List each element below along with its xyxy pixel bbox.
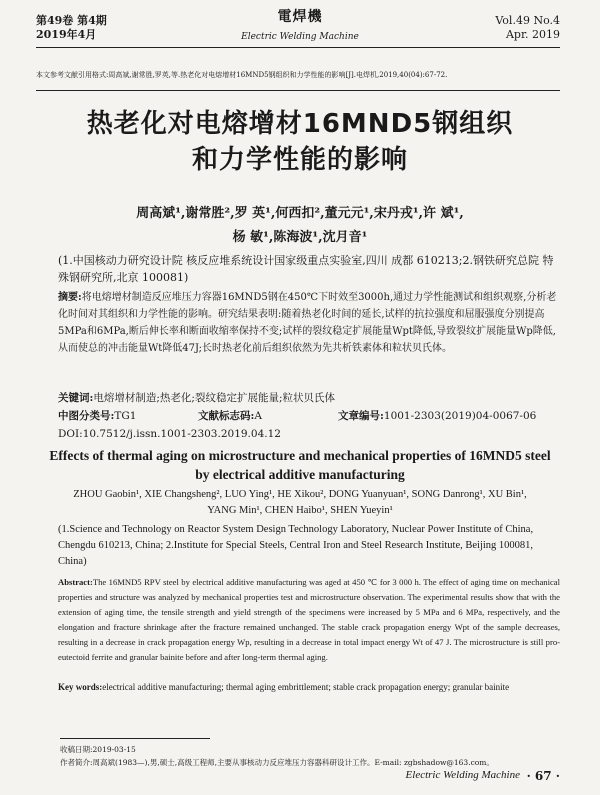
affiliation-en: (1.Science and Technology on Reactor System Design Technology Laboratory, Nuclear Power Institute of China, Chengdu 610213, China; 2.Institute for Special Steels, Central Iron and Steel Research Institute, Beijing 100081, China): [58, 524, 534, 567]
citation-rule: [36, 90, 560, 91]
keywords-cn-text: 电熔增材制造;热老化;裂纹稳定扩展能量;粒状贝氏体: [93, 392, 336, 404]
title-cn-line-1: 热老化对电熔增材16MND5钢组织: [86, 109, 514, 139]
title-cn: [0, 106, 600, 178]
footnote-rule: [60, 738, 210, 739]
keywords-en: [58, 680, 560, 694]
abstract-cn: [58, 289, 560, 357]
journal-logo: 電焊機: [277, 9, 323, 25]
title-cn-line-2: 和力学性能的影响: [191, 145, 408, 175]
abstract-en-text: The 16MND5 RPV steel by electrical additive manufacturing was aged at 450 ℃ for 3 000 h. The effect of aging time on mechanical properties and structure was analyzed by mechanical properties test and microstructure observation. The experimental results show that with the extension of aging time, the tensile strength and yield strength of the specimens were increased by 5 MPa and 6 MPa, respectively, and the elongation and fracture shrinkage after the fracture remained unchanged. The stable crack propagation energy Wpt of the sample decreases, resulting in a decrease in crack propagation energy Wp, resulting in a decrease in total impact energy Wt of 47 J. The microstructure is still pro-eutectoid ferrite and granular bainite before and after long-term thermal aging.: [58, 577, 560, 662]
doi: DOI:10.7512/j.issn.1001-2303.2019.04.12: [58, 428, 281, 440]
date-cn: 2019年4月: [36, 28, 97, 41]
abstract-cn-label: 摘要:: [58, 292, 82, 303]
citation-line: 本文参考文献引用格式:周高斌,谢常胜,罗英,等.热老化对电熔增材16MND5钢组织和力学性能的影响[J].电焊机,2019,40(04):67-72.: [36, 71, 448, 79]
title-en-line-1: Effects of thermal aging on microstructure and mechanical properties of 16MND5 steel: [49, 448, 551, 463]
authors-en-line-1: ZHOU Gaobin¹, XIE Changsheng², LUO Ying¹, HE Xikou², DONG Yuanyuan¹, SONG Danrong¹, XU Bin¹,: [73, 489, 527, 500]
article-number: 文章编号:1001-2303(2019)04-0067-06: [338, 410, 537, 422]
title-en: [30, 446, 570, 484]
journal-name-en: Electric Welding Machine: [241, 32, 359, 42]
volume-cn: 第49卷 第4期: [36, 14, 107, 27]
footer-journal: Electric Welding Machine: [405, 769, 520, 781]
volume-en: Vol.49 No.4: [495, 14, 560, 27]
authors-en: [30, 487, 570, 519]
authors-cn: [40, 202, 560, 250]
affiliation-cn: (1.中国核动力研究设计院 核反应堆系统设计国家级重点实验室,四川 成都 610213;2.钢铁研究总院 特殊钢研究所,北京 100081): [58, 254, 554, 284]
document-code: 文献标志码:A: [198, 410, 262, 422]
clc-number: 中图分类号:TG1: [58, 410, 137, 422]
received-date: 收稿日期:2019-03-15: [60, 745, 136, 754]
abstract-cn-text: 将电熔增材制造反应堆压力容器16MND5钢在450℃下时效至3000h,通过力学性能测试和组织观察,分析老化时间对其组织和力学性能的影响。研究结果表明:随着热老化时间的延长,试样的抗拉强度和屈服强度分别提高5MPa和6MPa,断后伸长率和断面收缩率保持不变;试样的裂纹稳定扩展能量Wpt降低,导致裂纹扩展能量Wp降低,从而使总的冲击能量Wt降低47J;长时热老化前后组织依然为先共析铁素体和粒状贝氏体。: [58, 292, 557, 354]
date-en: Apr. 2019: [505, 28, 560, 41]
keywords-en-label: Key words:: [58, 682, 103, 692]
abstract-en-label: Abstract:: [58, 577, 93, 587]
author-bio: 作者简介:周高斌(1983—),男,硕士,高级工程师,主要从事核动力反应堆压力容器科研设计工作。E-mail: zgbshadow@163.com。: [60, 758, 494, 767]
keywords-cn: [58, 390, 560, 407]
keywords-cn-label: 关键词:: [58, 392, 94, 404]
authors-cn-line-2: 杨 敏¹,陈海波¹,沈月音¹: [232, 230, 368, 245]
header-rule: [36, 47, 560, 48]
page-number: · 67 ·: [526, 769, 560, 783]
authors-cn-line-1: 周高斌¹,谢常胜²,罗 英¹,何西扣²,董元元¹,宋丹戎¹,许 斌¹,: [136, 206, 464, 221]
header-right: [495, 14, 560, 42]
keywords-en-text: electrical additive manufacturing; thermal aging embrittlement; stable crack propagation energy; granular bainite: [102, 682, 510, 692]
authors-en-line-2: YANG Min¹, CHEN Haibo¹, SHEN Yueyin¹: [207, 505, 393, 516]
abstract-en: [58, 575, 560, 665]
title-en-line-2: by electrical additive manufacturing: [195, 467, 405, 482]
